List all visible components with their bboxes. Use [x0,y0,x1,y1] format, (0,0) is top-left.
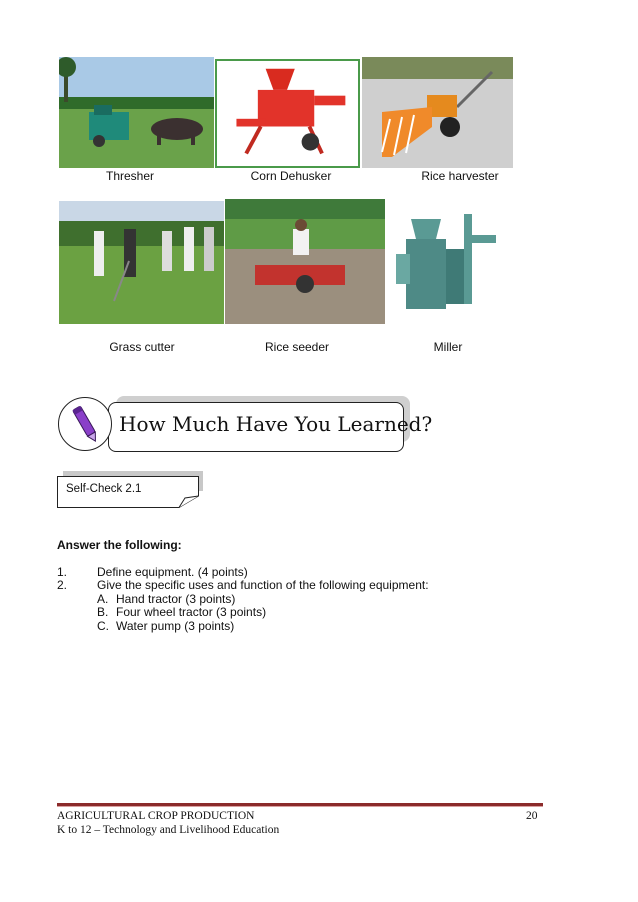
thresher-photo [59,57,214,168]
caption-rice-harvester: Rice harvester [421,169,499,183]
sub-item-b-letter: B. [97,605,109,619]
self-check-tag [57,476,199,508]
caption-thresher: Thresher [105,169,155,183]
caption-rice-seeder: Rice seeder [264,340,330,354]
sub-item-c-text: Water pump (3 points) [116,619,235,633]
miller-photo [386,199,508,324]
question-2-number: 2. [57,578,68,592]
sub-item-a-letter: A. [97,592,109,606]
question-2-text: Give the specific uses and function of the following equipment: [97,578,429,592]
instructions-heading: Answer the following: [57,538,182,552]
banner-box [108,402,433,452]
footer-page-number: 20 [526,810,538,822]
banner-title: How Much Have You Learned? [119,412,433,436]
corn-dehusker-photo [215,59,360,168]
sub-item-b-text: Four wheel tractor (3 points) [116,605,267,619]
learning-banner [58,392,433,456]
caption-grass-cutter: Grass cutter [109,340,175,354]
question-1-text: Define equipment. (4 points) [97,565,248,579]
footer-course: AGRICULTURAL CROP PRODUCTION [57,810,255,822]
rice-seeder-photo [225,199,385,324]
sub-item-c-letter: C. [97,619,109,633]
caption-corn-dehusker: Corn Dehusker [250,169,332,183]
footer-subtitle: K to 12 – Technology and Livelihood Education [57,824,280,836]
rice-harvester-photo [362,57,513,168]
grass-cutter-photo [59,201,224,324]
caption-miller: Miller [433,340,463,354]
question-1-number: 1. [57,565,68,579]
sub-item-a-text: Hand tractor (3 points) [116,592,236,606]
pen-icon [58,397,112,451]
footer-rule-light [57,806,543,807]
self-check-label: Self-Check 2.1 [66,483,142,495]
